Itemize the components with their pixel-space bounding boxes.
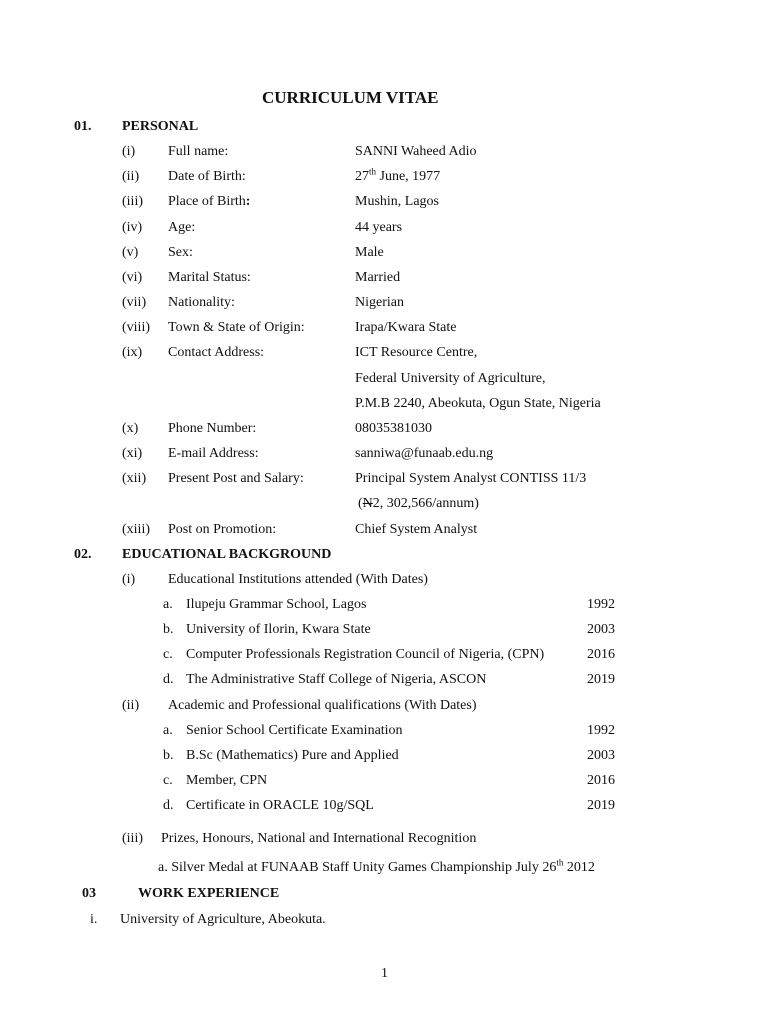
field-value: Irapa/Kwara State — [355, 320, 457, 335]
item-year: 1992 — [587, 723, 615, 738]
field-label: Full name: — [168, 144, 229, 159]
field-label: Nationality: — [168, 295, 235, 310]
field-label: Town & State of Origin: — [168, 320, 305, 335]
field-value: sanniwa@funaab.edu.ng — [355, 446, 494, 461]
item-letter: a. — [163, 597, 173, 612]
address-line: ICT Resource Centre, — [355, 345, 478, 360]
page-title: CURRICULUM VITAE — [262, 88, 439, 107]
section-number-work: 03 — [82, 886, 96, 901]
field-label: Contact Address: — [168, 345, 265, 360]
item-year: 2019 — [587, 798, 615, 813]
item-text: Member, CPN — [186, 773, 268, 788]
item-text: University of Agriculture, Abeokuta. — [120, 912, 326, 927]
item-text: Senior School Certificate Examination — [186, 723, 403, 738]
field-value: 27th June, 1977 — [355, 166, 441, 184]
field-label: Sex: — [168, 245, 193, 260]
item-year: 2003 — [587, 748, 615, 763]
field-label: Phone Number: — [168, 421, 257, 436]
field-value: Mushin, Lagos — [355, 194, 439, 209]
item-index: i. — [90, 912, 98, 927]
item-text: Certificate in ORACLE 10g/SQL — [186, 798, 374, 813]
item-year: 1992 — [587, 597, 615, 612]
row-index: (ii) — [122, 169, 140, 184]
field-value: Principal System Analyst CONTISS 11/3 — [355, 471, 587, 486]
field-value: Nigerian — [355, 295, 404, 310]
field-value: Married — [355, 270, 401, 285]
row-index: (xii) — [122, 471, 147, 486]
address-line: Federal University of Agriculture, — [355, 371, 546, 386]
page-number: 1 — [381, 966, 388, 981]
section-number-education: 02. — [74, 547, 92, 562]
naira-symbol: N — [362, 496, 373, 511]
salary-value: (N2, 302,566/annum) — [358, 496, 479, 511]
item-text: The Administrative Staff College of Nigeria, ASCON — [186, 672, 487, 687]
field-label: Age: — [168, 220, 196, 235]
field-label: Place of Birth: — [168, 194, 251, 209]
field-value: 08035381030 — [355, 421, 432, 436]
item-text: University of Ilorin, Kwara State — [186, 622, 371, 637]
field-value: SANNI Waheed Adio — [355, 144, 477, 159]
section-heading-personal: PERSONAL — [122, 119, 199, 134]
row-index: (xiii) — [122, 522, 150, 537]
address-line: P.M.B 2240, Abeokuta, Ogun State, Nigeria — [355, 396, 601, 411]
row-index: (v) — [122, 245, 139, 260]
subsection-index: (i) — [122, 572, 136, 587]
field-value: Chief System Analyst — [355, 522, 478, 537]
item-letter: b. — [163, 622, 174, 637]
item-year: 2016 — [587, 647, 615, 662]
item-year: 2003 — [587, 622, 615, 637]
item-text: Ilupeju Grammar School, Lagos — [186, 597, 367, 612]
list-item: a. Silver Medal at FUNAAB Staff Unity Games Championship July 26th 2012 — [158, 857, 595, 875]
section-number-personal: 01. — [74, 119, 92, 134]
section-heading-education: EDUCATIONAL BACKGROUND — [122, 547, 332, 562]
section-heading-work: WORK EXPERIENCE — [138, 886, 280, 901]
item-letter: c. — [163, 773, 173, 788]
field-label: Post on Promotion: — [168, 522, 277, 537]
subsection-index: (iii) — [122, 831, 143, 846]
row-index: (xi) — [122, 446, 143, 461]
row-index: (vii) — [122, 295, 147, 310]
subsection-heading: Academic and Professional qualifications (With Dates) — [168, 698, 477, 713]
item-year: 2019 — [587, 672, 615, 687]
row-index: (iv) — [122, 220, 143, 235]
field-value: 44 years — [355, 220, 403, 235]
subsection-heading: Educational Institutions attended (With Dates) — [168, 572, 428, 587]
field-label: Date of Birth: — [168, 169, 246, 184]
item-letter: a. — [163, 723, 173, 738]
field-value: Male — [355, 245, 384, 260]
subsection-index: (ii) — [122, 698, 140, 713]
item-text: B.Sc (Mathematics) Pure and Applied — [186, 748, 399, 763]
row-index: (viii) — [122, 320, 150, 335]
field-label: Present Post and Salary: — [168, 471, 304, 486]
item-year: 2016 — [587, 773, 615, 788]
subsection-heading: Prizes, Honours, National and International Recognition — [161, 831, 477, 846]
item-letter: c. — [163, 647, 173, 662]
row-index: (vi) — [122, 270, 143, 285]
row-index: (x) — [122, 421, 139, 436]
item-letter: d. — [163, 798, 174, 813]
row-index: (i) — [122, 144, 136, 159]
item-letter: d. — [163, 672, 174, 687]
row-index: (iii) — [122, 194, 143, 209]
item-text: Computer Professionals Registration Council of Nigeria, (CPN) — [186, 647, 545, 662]
field-label: Marital Status: — [168, 270, 251, 285]
field-label: E-mail Address: — [168, 446, 259, 461]
row-index: (ix) — [122, 345, 143, 360]
item-letter: b. — [163, 748, 174, 763]
